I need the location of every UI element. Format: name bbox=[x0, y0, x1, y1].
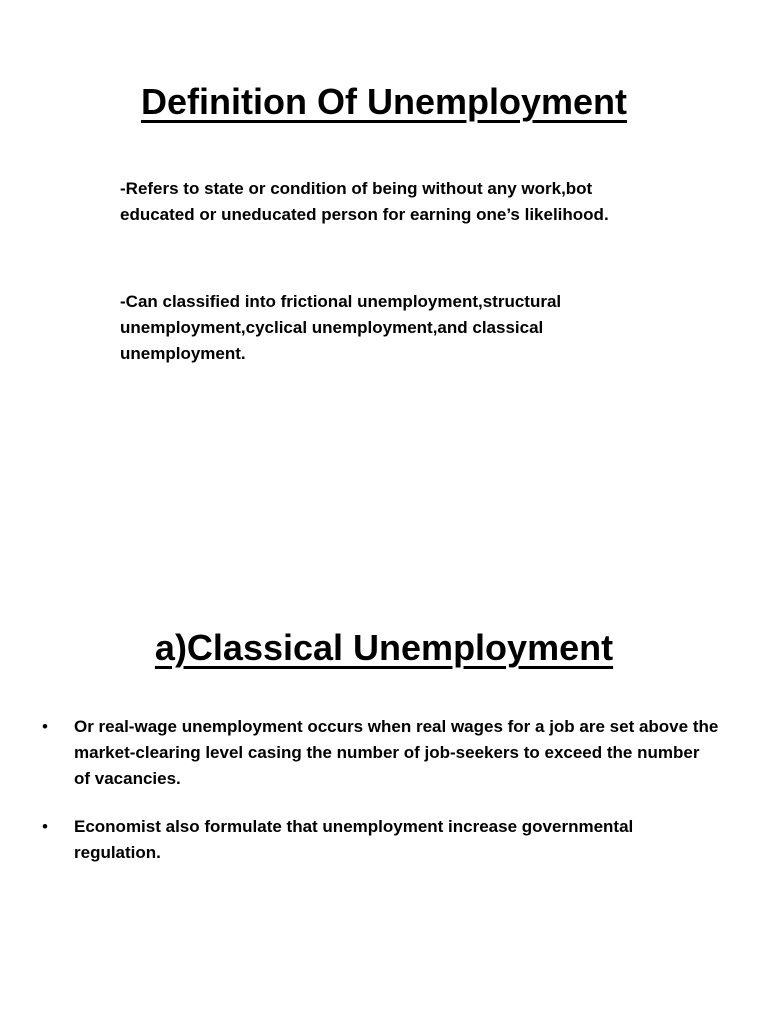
slide-classical-unemployment bbox=[0, 540, 768, 1024]
definition-paragraph: -Refers to state or condition of being without any work,bot educated or uneducated person for earning one’s likelihood. bbox=[120, 179, 609, 224]
slide-title: a)Classical Unemployment bbox=[154, 627, 614, 668]
classification-paragraph: -Can classified into frictional unemployment,structural unemployment,cyclical unemployment,and classical unemployment. bbox=[120, 292, 562, 363]
list-item bbox=[40, 814, 720, 866]
bullet-list bbox=[40, 714, 720, 888]
bullet-icon: • bbox=[42, 817, 48, 836]
slide-title: Definition Of Unemployment bbox=[141, 81, 627, 122]
bullet-text: Or real-wage unemployment occurs when real wages for a job are set above the market-clearing level casing the number of job-seekers to exceed the number of vacancies. bbox=[74, 717, 719, 788]
bullet-text: Economist also formulate that unemployment increase governmental regulation. bbox=[74, 817, 634, 862]
bullet-icon: • bbox=[42, 717, 48, 736]
list-item bbox=[40, 714, 720, 792]
